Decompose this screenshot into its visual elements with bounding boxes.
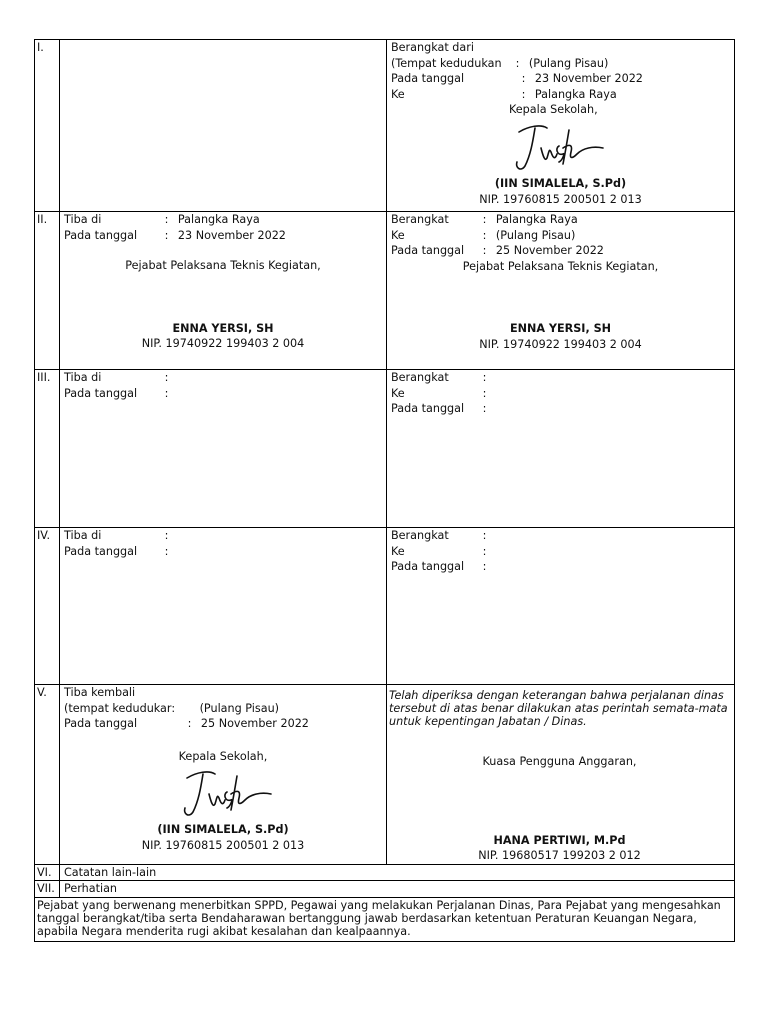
row-4-left-cell (60, 528, 387, 685)
date-label: Pada tanggal (64, 386, 138, 400)
row-number: VI. (35, 864, 60, 881)
date-sep: : (164, 228, 169, 242)
row-1 (35, 40, 735, 212)
signer-name: ENNA YERSI, SH (172, 321, 274, 335)
date-label: Pada tanggal (391, 72, 465, 86)
date-value: 25 November 2022 (200, 717, 309, 731)
verification-statement: Telah diperiksa dengan keterangan bahwa perjalanan dinas tersebut di atas benar dilakukan atas perintah semata-mata untuk kepentingan Jabatan / Dinas. (389, 689, 728, 728)
departure-label: Berangkat (391, 371, 449, 384)
arrival-sep: : (164, 213, 169, 226)
origin-label: (Tempat kedudukan (391, 56, 502, 70)
date-label: Pada tanggal (391, 560, 465, 574)
signer-name: ENNA YERSI, SH (509, 322, 612, 336)
row-5 (35, 685, 735, 865)
arrival-label: Tiba di (64, 213, 102, 226)
signer-nip: NIP. 19680517 199203 2 012 (478, 849, 641, 863)
date-value: 23 November 2022 (534, 72, 643, 86)
row-number: VII. (35, 881, 60, 898)
date-value: 23 November 2022 (177, 228, 286, 242)
return-label: Tiba kembali (64, 686, 136, 699)
origin-label: (tempat kedudukar: (64, 701, 176, 715)
arrival-sep: : (164, 529, 169, 542)
date-label: Pada tanggal (391, 402, 465, 416)
origin-value: (Pulang Pisau) (199, 701, 280, 715)
destination-label: Ke (391, 87, 405, 101)
row-3-right-cell (387, 370, 735, 528)
departure-sep: : (482, 213, 487, 226)
row-number: IV. (35, 528, 60, 685)
signature-image (511, 118, 611, 176)
destination-value: Palangka Raya (534, 87, 617, 101)
destination-sep: : (521, 87, 526, 101)
date-sep: : (482, 244, 487, 258)
signature-image (179, 764, 279, 822)
arrival-value: Palangka Raya (177, 213, 260, 226)
row-2-right-cell (387, 212, 735, 370)
row-5-left-cell (60, 685, 387, 865)
destination-sep: : (482, 544, 487, 558)
row-6 (35, 864, 735, 881)
row-3-left-cell (60, 370, 387, 528)
destination-value: (Pulang Pisau) (495, 228, 576, 242)
signer-name: HANA PERTIWI, M.Pd (493, 833, 626, 847)
date-sep: : (164, 544, 169, 558)
origin-value: (Pulang Pisau) (528, 56, 609, 70)
date-label: Pada tanggal (64, 228, 138, 242)
attention-label: Perhatian (60, 881, 735, 898)
row-number: III. (35, 370, 60, 528)
row-2-left-cell (60, 212, 387, 370)
date-value: 25 November 2022 (495, 244, 604, 258)
row-number: I. (35, 40, 60, 212)
date-sep: : (521, 72, 526, 86)
date-label: Pada tanggal (64, 717, 138, 731)
date-sep: : (482, 560, 487, 574)
row-7 (35, 881, 735, 898)
footer-notice: Pejabat yang berwenang menerbitkan SPPD, Pegawai yang melakukan Perjalanan Dinas, Para Pejabat yang mengesahkan tanggal berangkat/tiba serta Bendaharawan bertanggung jawab berdasarkan ketentuan Peraturan Keuangan Negara, apabila Negara menderita rugi akibat kesalahan dan kealpaannya. (35, 897, 735, 941)
destination-label: Ke (391, 386, 405, 400)
destination-sep: : (482, 228, 487, 242)
departure-label: Berangkat (391, 213, 449, 226)
row-3 (35, 370, 735, 528)
row-4 (35, 528, 735, 685)
date-label: Pada tanggal (64, 544, 138, 558)
signer-role: Kuasa Pengguna Anggaran, (482, 755, 637, 768)
destination-label: Ke (391, 228, 405, 242)
arrival-label: Tiba di (64, 529, 102, 542)
row-5-right-cell (387, 685, 735, 865)
signer-role: Kepala Sekolah, (178, 749, 268, 763)
row-1-right-cell (387, 40, 735, 212)
signer-role: Pejabat Pelaksana Teknis Kegiatan, (125, 259, 321, 273)
departure-value: Palangka Raya (495, 213, 578, 226)
signer-name: (IIN SIMALELA, S.Pd) (494, 176, 627, 190)
signer-nip: NIP. 19740922 199403 2 004 (479, 337, 642, 351)
origin-sep: : (515, 56, 520, 70)
date-label: Pada tanggal (391, 244, 465, 258)
row-1-left-cell (60, 40, 387, 212)
departure-sep: : (482, 371, 487, 384)
signer-nip: NIP. 19740922 199403 2 004 (141, 337, 305, 351)
arrival-sep: : (164, 371, 169, 384)
other-notes-label: Catatan lain-lain (60, 864, 735, 881)
departure-from-label: Berangkat dari (391, 41, 474, 54)
date-sep: : (164, 386, 169, 400)
footer-row (35, 897, 735, 941)
row-number: V. (35, 685, 60, 865)
row-number: II. (35, 212, 60, 370)
travel-document-sheet (34, 39, 734, 942)
date-sep: : (187, 717, 192, 731)
departure-label: Berangkat (391, 529, 449, 542)
signer-name: (IIN SIMALELA, S.Pd) (157, 823, 289, 837)
sppd-table (34, 39, 735, 942)
signer-nip: NIP. 19760815 200501 2 013 (479, 192, 642, 206)
destination-sep: : (482, 386, 487, 400)
signer-role: Kepala Sekolah, (509, 103, 598, 117)
departure-sep: : (482, 529, 487, 542)
row-2 (35, 212, 735, 370)
destination-label: Ke (391, 544, 405, 558)
date-sep: : (482, 402, 487, 416)
arrival-label: Tiba di (64, 371, 102, 384)
row-4-right-cell (387, 528, 735, 685)
signer-nip: NIP. 19760815 200501 2 013 (141, 838, 305, 852)
signer-role: Pejabat Pelaksana Teknis Kegiatan, (462, 259, 659, 273)
